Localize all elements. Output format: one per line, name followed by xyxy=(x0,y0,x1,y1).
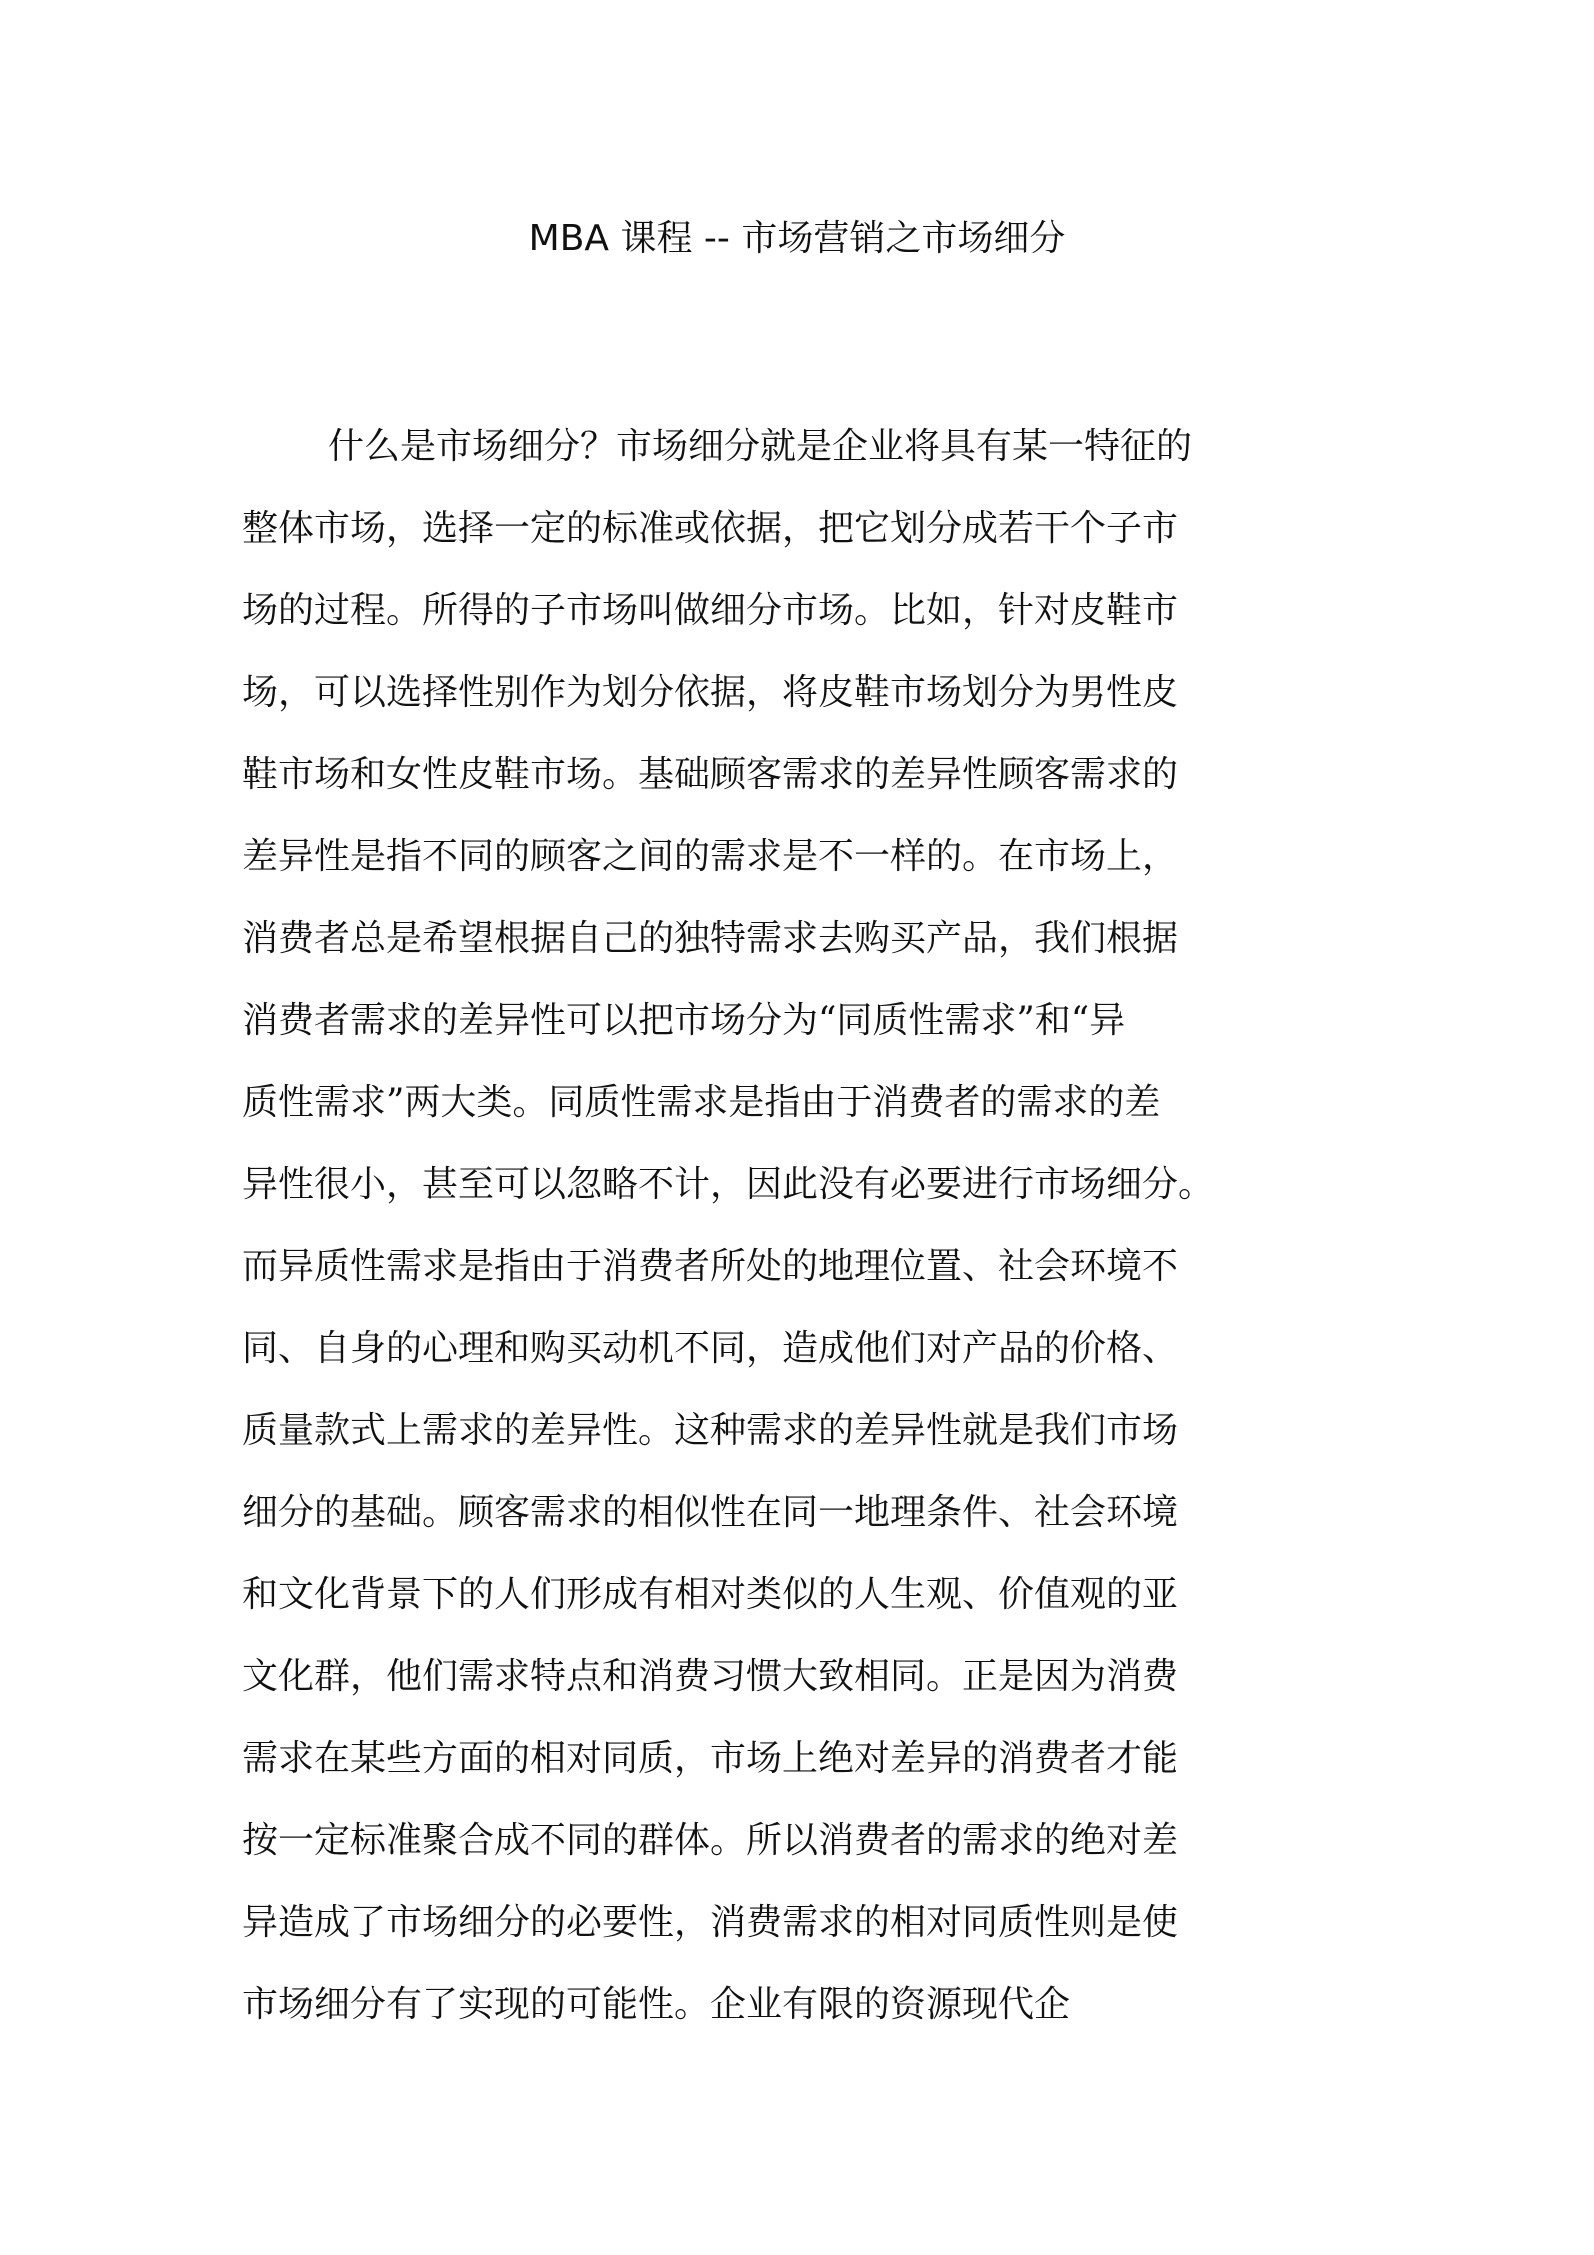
body-line: 质性需求”两大类。同质性需求是指由于消费者的需求的差 xyxy=(242,1082,1161,1123)
body-line: 差异性是指不同的顾客之间的需求是不一样的。在市场上， xyxy=(242,836,1179,877)
body-line: 文化群，他们需求特点和消费习惯大致相同。正是因为消费 xyxy=(242,1656,1179,1697)
body-line: 场的过程。所得的子市场叫做细分市场。比如，针对皮鞋市 xyxy=(242,590,1179,631)
body-line: 质量款式上需求的差异性。这种需求的差异性就是我们市场 xyxy=(242,1410,1179,1451)
body-line: 同、自身的心理和购买动机不同，造成他们对产品的价格、 xyxy=(242,1328,1179,1369)
body-line: 整体市场，选择一定的标准或依据，把它划分成若干个子市 xyxy=(242,508,1179,549)
body-line: 消费者总是希望根据自己的独特需求去购买产品，我们根据 xyxy=(242,918,1179,959)
body-line: 和文化背景下的人们形成有相对类似的人生观、价值观的亚 xyxy=(242,1574,1179,1615)
body-line: 异造成了市场细分的必要性，消费需求的相对同质性则是使 xyxy=(242,1902,1179,1943)
body-line: 细分的基础。顾客需求的相似性在同一地理条件、社会环境 xyxy=(242,1492,1179,1533)
body-line: 鞋市场和女性皮鞋市场。基础顾客需求的差异性顾客需求的 xyxy=(242,754,1179,795)
body-line: 而异质性需求是指由于消费者所处的地理位置、社会环境不 xyxy=(242,1246,1179,1287)
body-line: 什么是市场细分？市场细分就是企业将具有某一特征的 xyxy=(328,426,1193,467)
body-line: 按一定标准聚合成不同的群体。所以消费者的需求的绝对差 xyxy=(242,1820,1179,1861)
body-line: 需求在某些方面的相对同质，市场上绝对差异的消费者才能 xyxy=(242,1738,1179,1779)
body-line: 场，可以选择性别作为划分依据，将皮鞋市场划分为男性皮 xyxy=(242,672,1179,713)
body-line: 市场细分有了实现的可能性。企业有限的资源现代企 xyxy=(242,1984,1071,2025)
body-line: 消费者需求的差异性可以把市场分为“同质性需求”和“异 xyxy=(242,1000,1126,1041)
document-title: MBA 课程 -- 市场营销之市场细分 xyxy=(528,218,1066,259)
body-line: 异性很小，甚至可以忽略不计，因此没有必要进行市场细分。 xyxy=(242,1164,1215,1205)
